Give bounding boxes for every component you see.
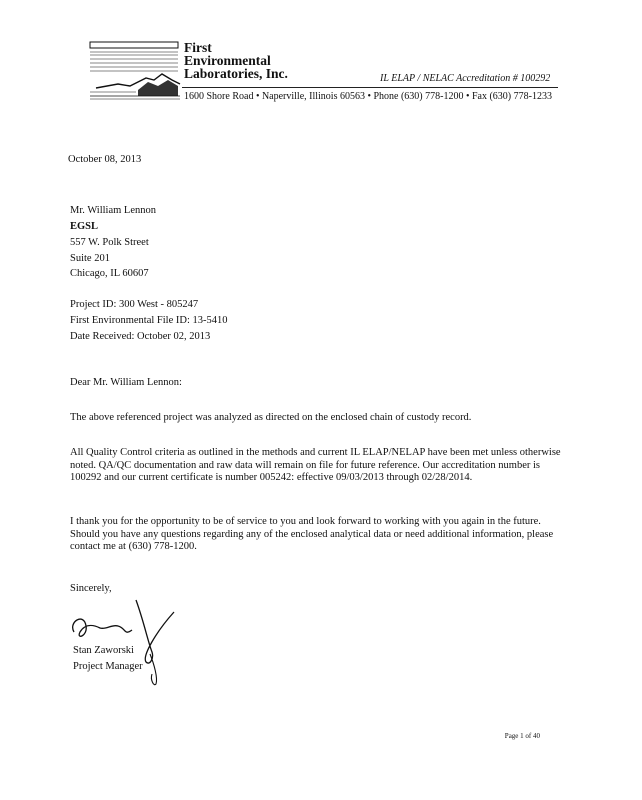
- salutation: Dear Mr. William Lennon:: [70, 377, 182, 388]
- recipient-street: 557 W. Polk Street: [70, 237, 149, 248]
- paragraph-2: All Quality Control criteria as outlined in the methods and current IL ELAP/NELAP have been met unless otherwise noted. QA/QC documentation and raw data will remain on file for future reference. Our accreditation number is 100292 and our current certificate is number 005242: effective 09/03/2013 through 02/28/2014.: [70, 447, 561, 483]
- file-id: First Environmental File ID: 13-5410: [70, 315, 228, 326]
- page-number: Page 1 of 40: [504, 732, 540, 740]
- recipient-company: EGSL: [70, 221, 99, 232]
- signature: [66, 592, 186, 687]
- recipient-city: Chicago, IL 60607: [70, 268, 149, 279]
- company-name-line2: Environmental: [184, 53, 271, 68]
- signer-name: Stan Zaworski: [73, 645, 134, 656]
- company-name-line1: First: [184, 40, 212, 55]
- company-logo: [88, 40, 182, 102]
- paragraph-1: The above referenced project was analyzed as directed on the enclosed chain of custody record.: [70, 412, 472, 423]
- recipient-suite: Suite 201: [70, 253, 110, 264]
- project-id: Project ID: 300 West - 805247: [70, 299, 199, 310]
- closing: Sincerely,: [70, 583, 112, 594]
- date-received: Date Received: October 02, 2013: [70, 331, 211, 342]
- letter-date: October 08, 2013: [68, 154, 142, 165]
- letterhead-rule: [182, 87, 558, 88]
- company-name: [184, 41, 288, 80]
- company-name-line3: Laboratories, Inc.: [184, 66, 288, 81]
- company-address: 1600 Shore Road • Naperville, Illinois 60563 • Phone (630) 778-1200 • Fax (630) 778-1233: [184, 91, 552, 102]
- accreditation-number: IL ELAP / NELAC Accreditation # 100292: [380, 73, 551, 84]
- signer-title: Project Manager: [73, 661, 143, 672]
- paragraph-3: I thank you for the opportunity to be of service to you and look forward to working with you again in the future. Should you have any questions regarding any of the enclosed analytical data or need additional information, please contact me at (630) 778-1200.: [70, 516, 554, 552]
- recipient-name: Mr. William Lennon: [70, 205, 156, 216]
